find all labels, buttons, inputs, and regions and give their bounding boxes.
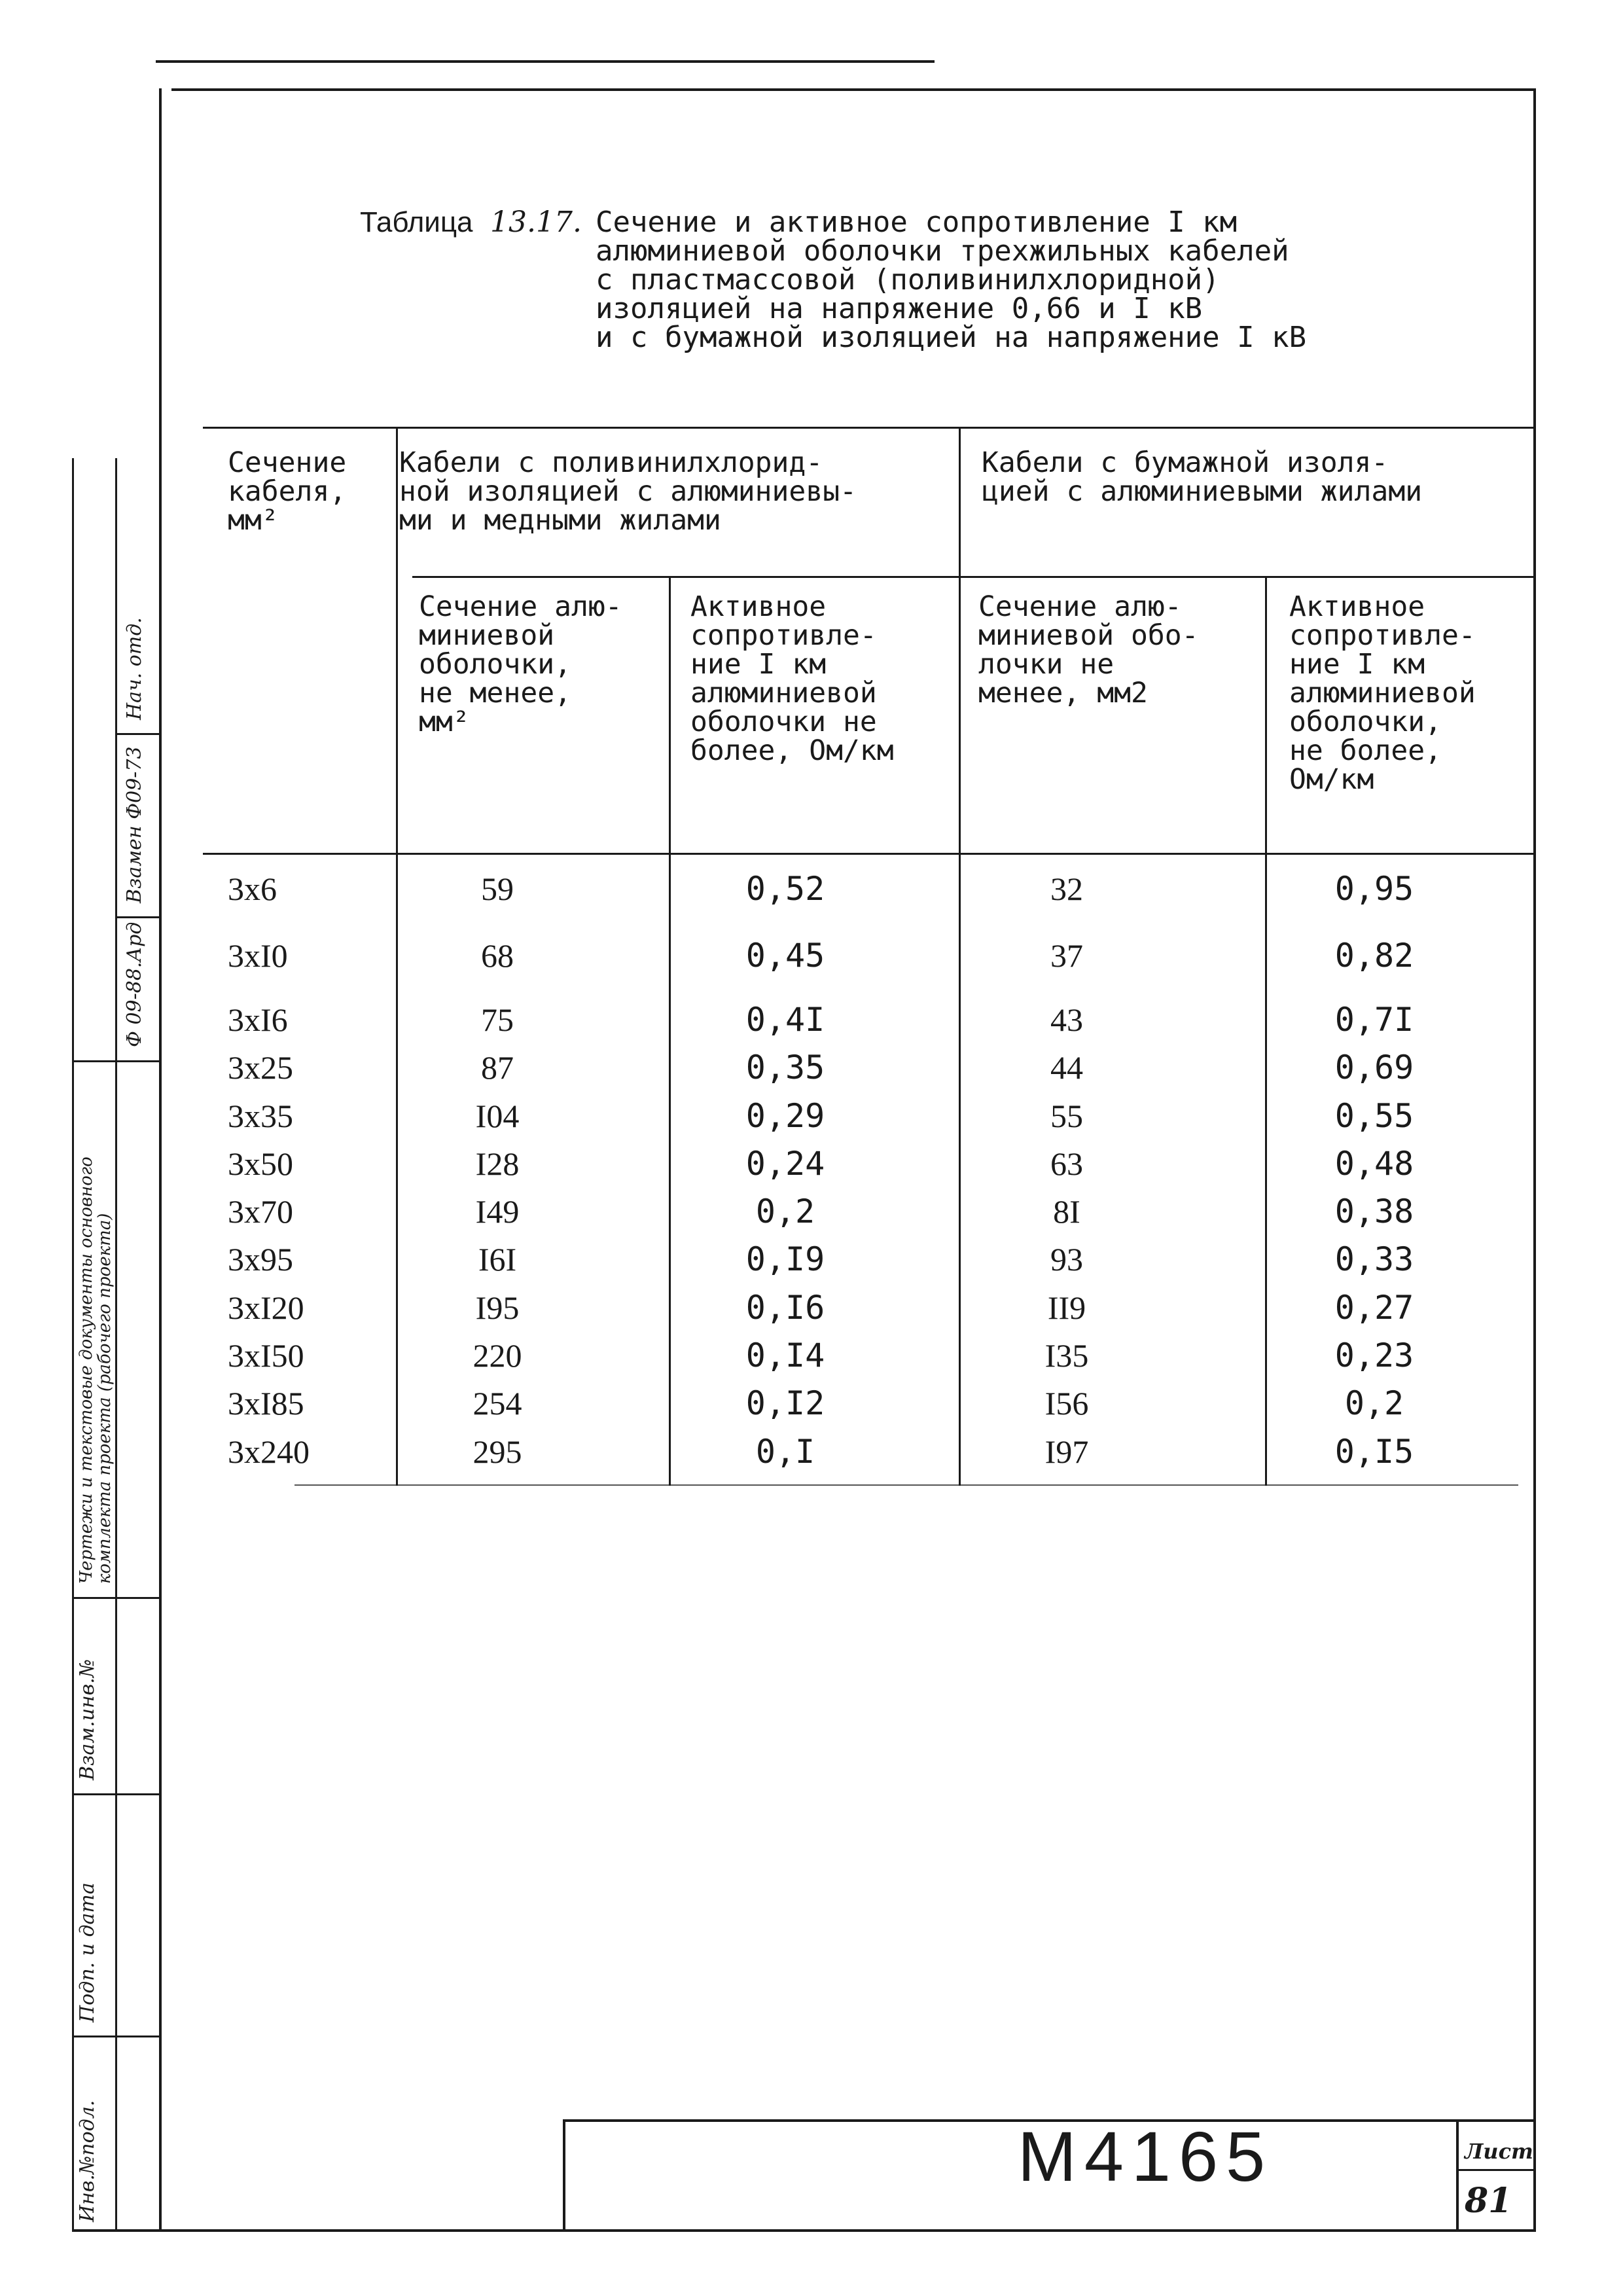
cell-section: 3x50: [228, 1145, 293, 1182]
cell-pvc-resistance: 0,I2: [745, 1384, 825, 1422]
cell-pvc-resistance: 0,29: [745, 1097, 825, 1135]
table-bottom-rule: [294, 1484, 1518, 1486]
subheader-paper-sheath-section: Сечение алю- миниевой обо- лочки не менее, мм2: [978, 590, 1199, 709]
cell-paper-resistance: 0,23: [1334, 1336, 1414, 1374]
cell-paper-resistance: 0,27: [1334, 1289, 1414, 1327]
cell-pvc-sheath: I04: [475, 1098, 520, 1134]
cell-paper-resistance: 0,2: [1344, 1384, 1404, 1422]
cell-pvc-sheath: I49: [475, 1193, 520, 1230]
col-sep-3: [959, 427, 961, 1486]
caption-number: 13.17.: [490, 206, 582, 239]
sheet-number: 81: [1465, 2181, 1512, 2221]
cell-section: 3xI85: [228, 1385, 304, 1422]
cell-pvc-sheath: 220: [473, 1337, 522, 1374]
cell-section: 3x70: [228, 1193, 293, 1230]
caption-line: с пластмассовой (поливинилхлоридной): [596, 263, 1220, 296]
cell-paper-resistance: 0,33: [1334, 1240, 1414, 1278]
margin-label-vzam-inv: Взам.инв.№: [76, 1659, 99, 1780]
cell-pvc-resistance: 0,35: [745, 1049, 825, 1086]
cell-paper-sheath: 55: [1050, 1098, 1083, 1134]
cell-section: 3x240: [228, 1433, 310, 1470]
top-rule: [156, 60, 935, 63]
cell-section: 3xI0: [228, 937, 288, 974]
cell-section: 3x6: [228, 870, 277, 907]
caption-label: Таблица: [360, 206, 473, 238]
col-sep-4: [1265, 578, 1267, 1486]
stamp-sheet-sep: [1456, 2119, 1459, 2232]
cell-paper-resistance: 0,55: [1334, 1097, 1414, 1135]
margin-label-inv-podl: Инв.№подл.: [76, 2100, 99, 2222]
cell-paper-sheath: 63: [1050, 1145, 1083, 1182]
cell-pvc-resistance: 0,4I: [745, 1001, 825, 1039]
margin-note-vzamen: Взамен Ф09-73: [123, 746, 146, 903]
caption-line: Сечение и активное сопротивление I км: [596, 206, 1238, 239]
margin-mid-line: [115, 458, 117, 2232]
margin-label-podp-data: Подп. и дата: [76, 1882, 99, 2022]
margin-sep-5: [115, 733, 161, 735]
cell-pvc-resistance: 0,52: [745, 870, 825, 908]
table-caption: [360, 206, 1307, 354]
cell-pvc-sheath: 59: [481, 870, 514, 907]
cell-section: 3x35: [228, 1098, 293, 1134]
cell-section: 3x25: [228, 1049, 293, 1086]
subheader-pvc-sheath-section: Сечение алю- миниевой оболочки, не менее, мм²: [419, 590, 622, 738]
cell-section: 3x95: [228, 1241, 293, 1278]
margin-note-nach-otd: Нач. отд.: [123, 617, 146, 720]
cell-pvc-sheath: 75: [481, 1001, 514, 1038]
frame-right: [1533, 88, 1536, 2232]
cell-pvc-sheath: 87: [481, 1049, 514, 1086]
cell-pvc-resistance: 0,I: [755, 1433, 815, 1471]
cell-paper-sheath: II9: [1047, 1289, 1086, 1326]
cell-paper-sheath: I56: [1044, 1385, 1089, 1422]
cell-pvc-resistance: 0,I4: [745, 1336, 825, 1374]
margin-sep-2: [72, 1597, 161, 1599]
cell-paper-resistance: 0,95: [1334, 870, 1414, 908]
cell-pvc-resistance: 0,24: [745, 1145, 825, 1183]
cell-paper-sheath: I97: [1044, 1433, 1089, 1470]
cell-paper-sheath: I35: [1044, 1337, 1089, 1374]
header-pvc-cables: Кабели с поливинилхлорид- ной изоляцией с алюминиевы- ми и медными жилами: [399, 446, 857, 537]
cell-paper-resistance: 0,82: [1334, 937, 1414, 975]
stamp-code: M4165: [1017, 2117, 1274, 2196]
cell-paper-sheath: 8I: [1053, 1193, 1080, 1230]
cell-section: 3xI50: [228, 1337, 304, 1374]
caption-body: [596, 208, 1512, 352]
margin-sep-4: [72, 2036, 161, 2037]
margin-sep-3: [72, 1793, 161, 1795]
cell-pvc-sheath: I6I: [478, 1241, 517, 1278]
cell-paper-resistance: 0,38: [1334, 1193, 1414, 1230]
table-top-rule: [203, 427, 1536, 429]
cell-pvc-sheath: I28: [475, 1145, 520, 1182]
sheet-label: Лист: [1465, 2139, 1533, 2164]
header-section: Сечение кабеля, мм²: [228, 446, 347, 537]
margin-sep-6: [115, 916, 161, 918]
caption-line: алюминиевой оболочки трехжильных кабелей: [596, 234, 1289, 268]
cell-paper-sheath: 43: [1050, 1001, 1083, 1038]
cell-paper-sheath: 93: [1050, 1241, 1083, 1278]
header-paper-cables: Кабели с бумажной изоля- цией с алюминиевыми жилами: [982, 446, 1423, 508]
cell-pvc-resistance: 0,I9: [745, 1240, 825, 1278]
cell-paper-sheath: 44: [1050, 1049, 1083, 1086]
frame-left: [159, 88, 162, 2232]
cell-pvc-sheath: 68: [481, 937, 514, 974]
frame-bottom: [72, 2229, 1536, 2232]
cell-section: 3xI6: [228, 1001, 288, 1038]
frame-top: [171, 88, 1536, 91]
col-sep-2: [669, 578, 671, 1486]
cell-pvc-sheath: 254: [473, 1385, 522, 1422]
col-sep-1: [396, 427, 398, 1486]
cell-pvc-sheath: 295: [473, 1433, 522, 1470]
stamp-sheet-mid: [1456, 2169, 1536, 2171]
subheader-paper-resistance: Активное сопротивле- ние I км алюминиевой оболочки, не более, Ом/км: [1289, 590, 1476, 796]
cell-pvc-resistance: 0,2: [755, 1193, 815, 1230]
cell-pvc-resistance: 0,45: [745, 937, 825, 975]
group-sub-rule: [412, 576, 1536, 578]
cell-pvc-sheath: I95: [475, 1289, 520, 1326]
margin-note-f09-88: Ф 09-88.Ард: [123, 922, 146, 1047]
caption-line: и с бумажной изоляцией на напряжение I кВ: [596, 321, 1307, 354]
caption-line: изоляцией на напряжение 0,66 и I кВ: [596, 292, 1203, 325]
subheader-pvc-resistance: Активное сопротивле- ние I км алюминиевой оболочки не более, Ом/км: [690, 590, 894, 767]
cell-pvc-resistance: 0,I6: [745, 1289, 825, 1327]
cell-section: 3xI20: [228, 1289, 304, 1326]
stamp-left: [563, 2119, 565, 2232]
margin-outer-line: [72, 458, 74, 2232]
header-bottom-rule: [203, 853, 1536, 855]
cell-paper-resistance: 0,69: [1334, 1049, 1414, 1086]
cell-paper-resistance: 0,48: [1334, 1145, 1414, 1183]
cell-paper-sheath: 37: [1050, 937, 1083, 974]
cell-paper-resistance: 0,I5: [1334, 1433, 1414, 1471]
margin-label-drawings: Чертежи и текстовые документы основного комплекта проекта (рабочего проекта): [77, 1157, 115, 1584]
cell-paper-resistance: 0,7I: [1334, 1001, 1414, 1039]
cell-paper-sheath: 32: [1050, 870, 1083, 907]
